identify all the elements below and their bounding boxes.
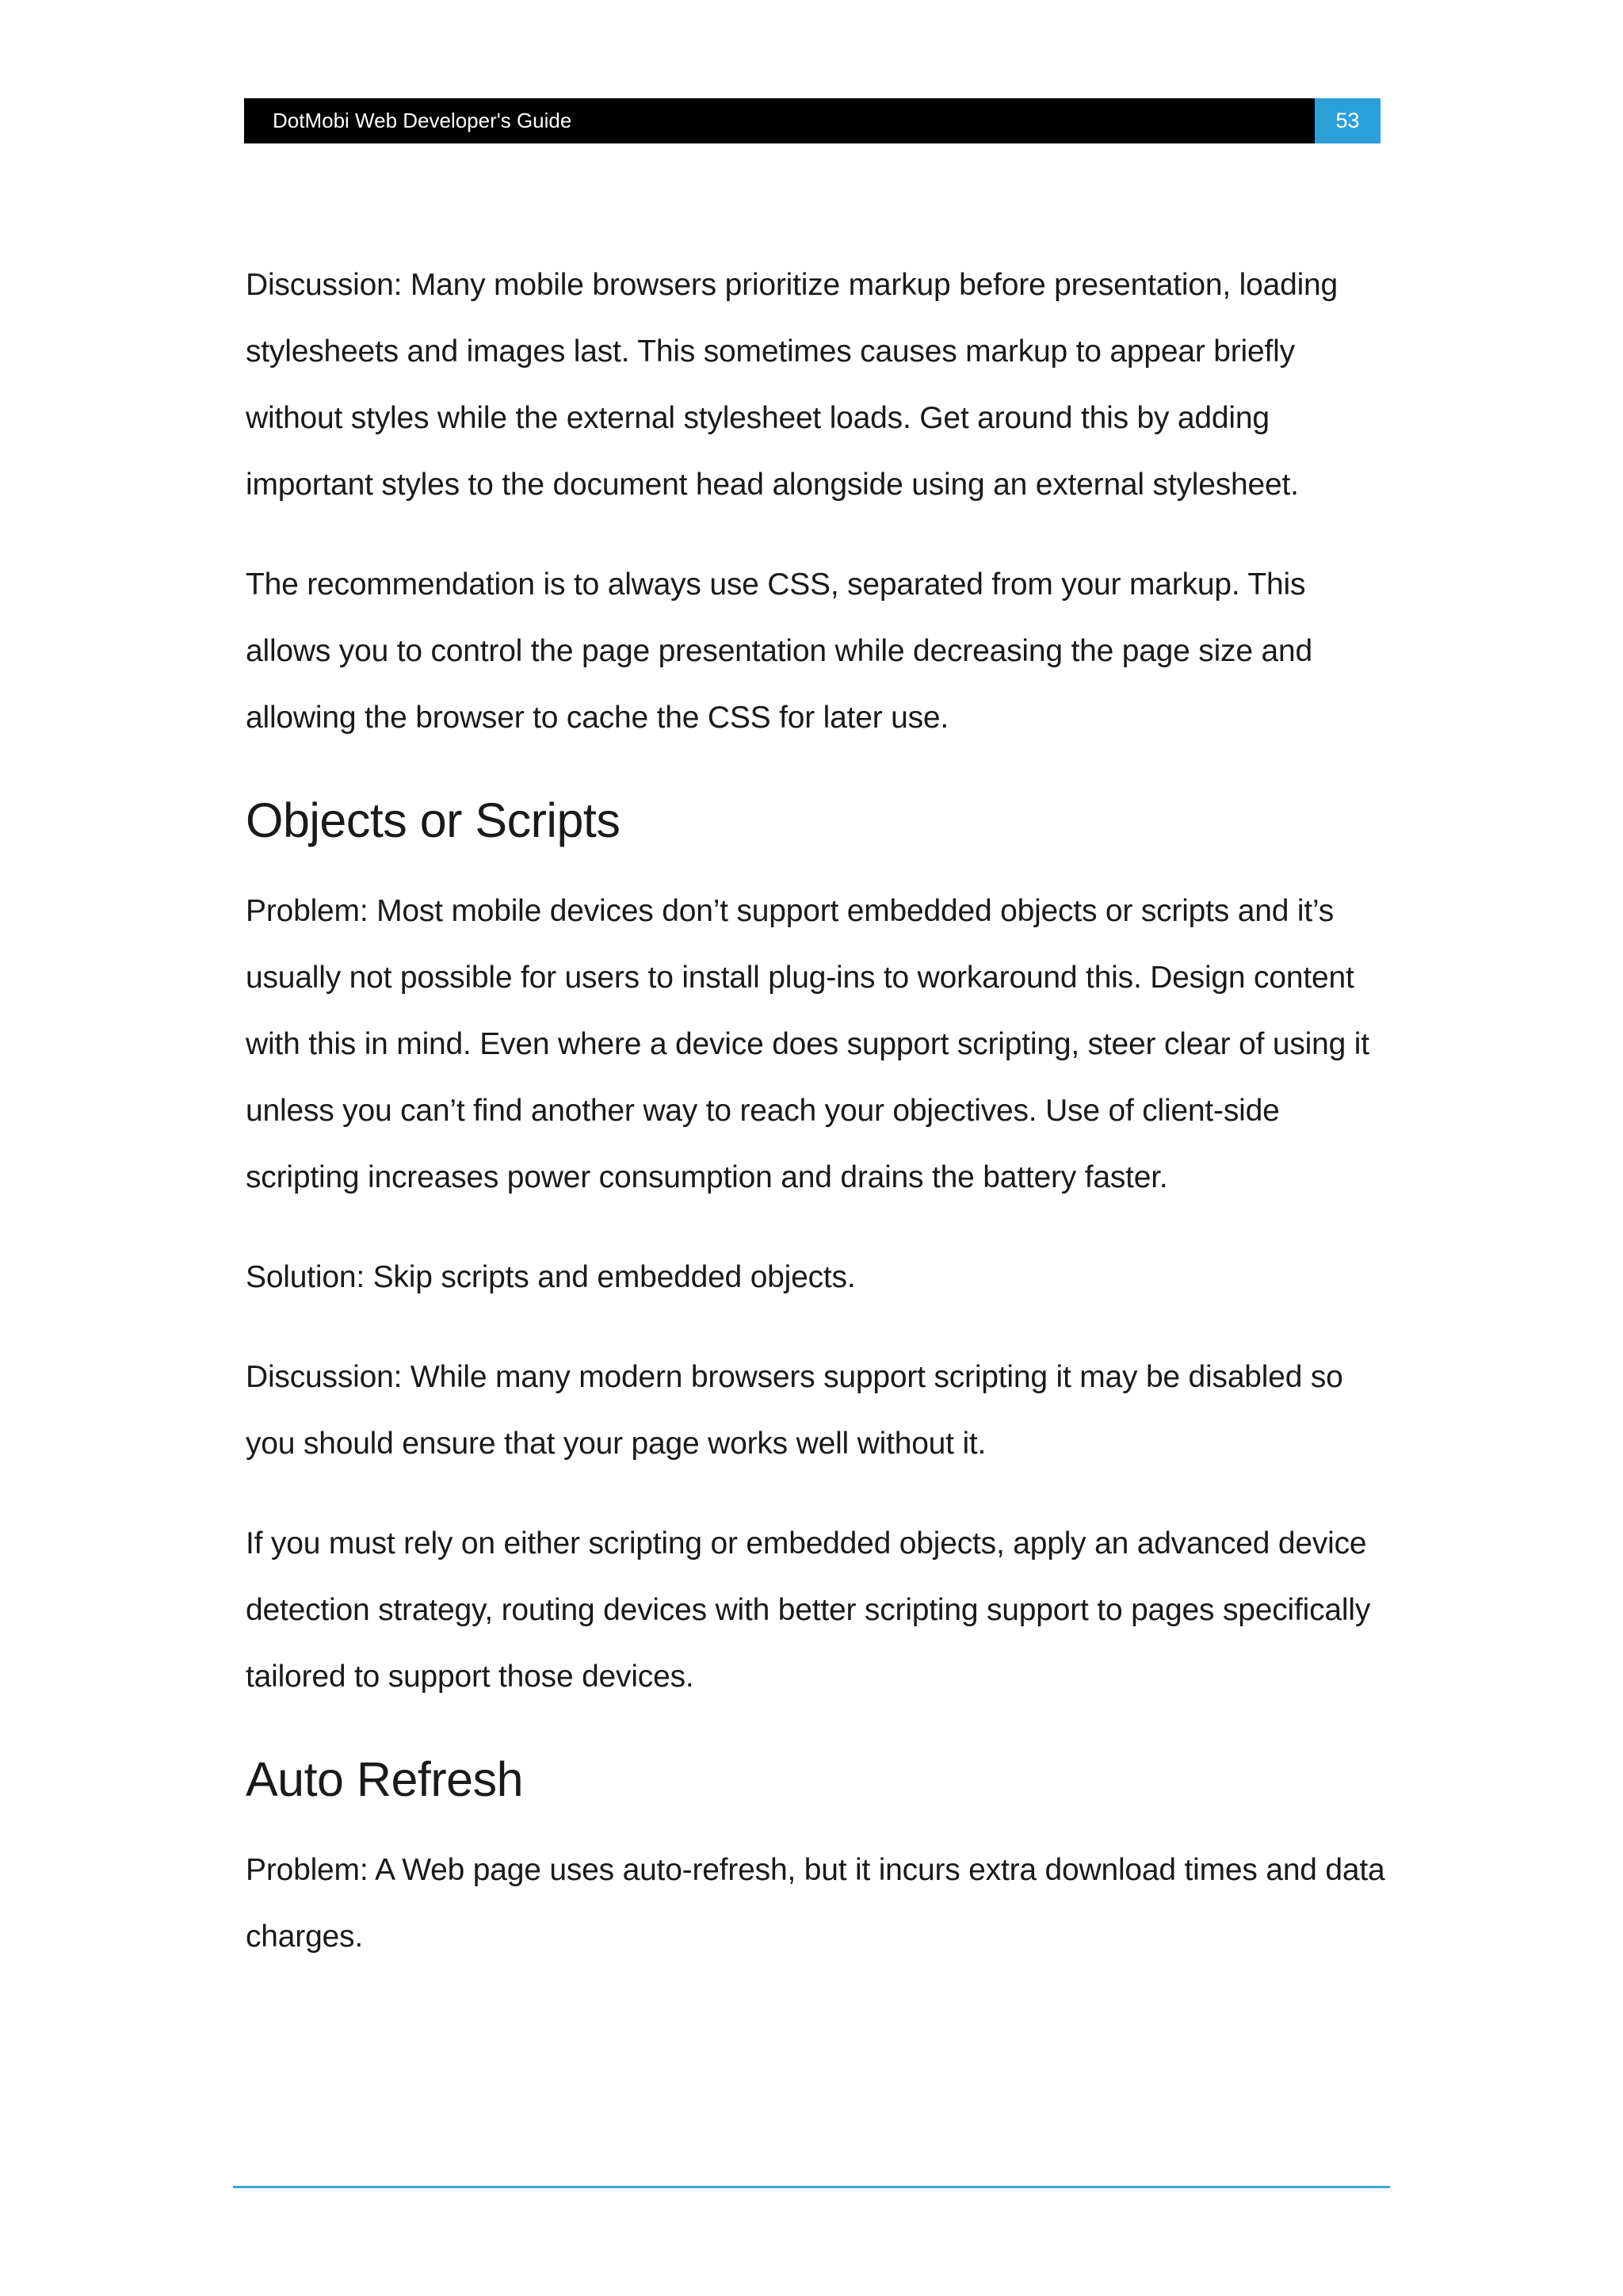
paragraph-text: If you must rely on either scripting or embedded objects, apply an advanced device detection strategy, routing devices with better scripting support to pages specifically tailored to support those devices.: [246, 1526, 1371, 1694]
paragraph-solution-scripts: [246, 1244, 1387, 1311]
page-number: 53: [1315, 98, 1381, 143]
running-header: [244, 98, 1381, 143]
paragraph-text: The recommendation is to always use CSS, separated from your markup. This allows you to control the page presentation while decreasing the page size and allowing the browser to cache the CSS for later use.: [246, 567, 1312, 735]
paragraph-label: Problem: [246, 894, 360, 928]
paragraph-text: : A Web page uses auto-refresh, but it incurs extra download times and data charges.: [246, 1853, 1385, 1954]
paragraph-text: : While many modern browsers support scripting it may be disabled so you should ensure that your page works well without it.: [246, 1360, 1343, 1461]
paragraph-problem-scripts: [246, 878, 1387, 1211]
paragraph-device-detection: [246, 1511, 1387, 1710]
paragraph-discussion-css: [246, 252, 1387, 518]
paragraph-text: Many mobile browsers prioritize markup before presentation, loading stylesheets and images last. This sometimes causes markup to appear briefly without styles while the external stylesheet loads. Get around this by adding important styles to the document head alongside using an external stylesheet.: [246, 268, 1338, 502]
paragraph-discussion-scripts: [246, 1344, 1387, 1477]
paragraph-text: : Skip scripts and embedded objects.: [356, 1260, 856, 1294]
paragraph-label: Discussion:: [246, 268, 403, 302]
paragraph-label: Discussion: [246, 1360, 394, 1394]
section-heading-objects-or-scripts: Objects or Scripts: [246, 793, 621, 847]
paragraph-text: : Most mobile devices don’t support embedded objects or scripts and it’s usually not possible for users to install plug-ins to workaround this. Design content with this in mind. Even where a device does support scripting, steer clear of using it unless you can’t find another way to reach your objectives. Use of client-side scripting increases power consumption and drains the battery faster.: [246, 894, 1369, 1194]
paragraph-problem-auto-refresh: [246, 1837, 1387, 1970]
page-body: [246, 252, 1387, 2004]
paragraph-css-recommendation: [246, 552, 1387, 751]
section-heading-auto-refresh: Auto Refresh: [246, 1752, 524, 1806]
paragraph-label: Solution: [246, 1260, 357, 1294]
header-title: DotMobi Web Developer's Guide: [273, 109, 572, 132]
paragraph-label: Problem: [246, 1853, 360, 1887]
footer-divider: [233, 2186, 1390, 2188]
